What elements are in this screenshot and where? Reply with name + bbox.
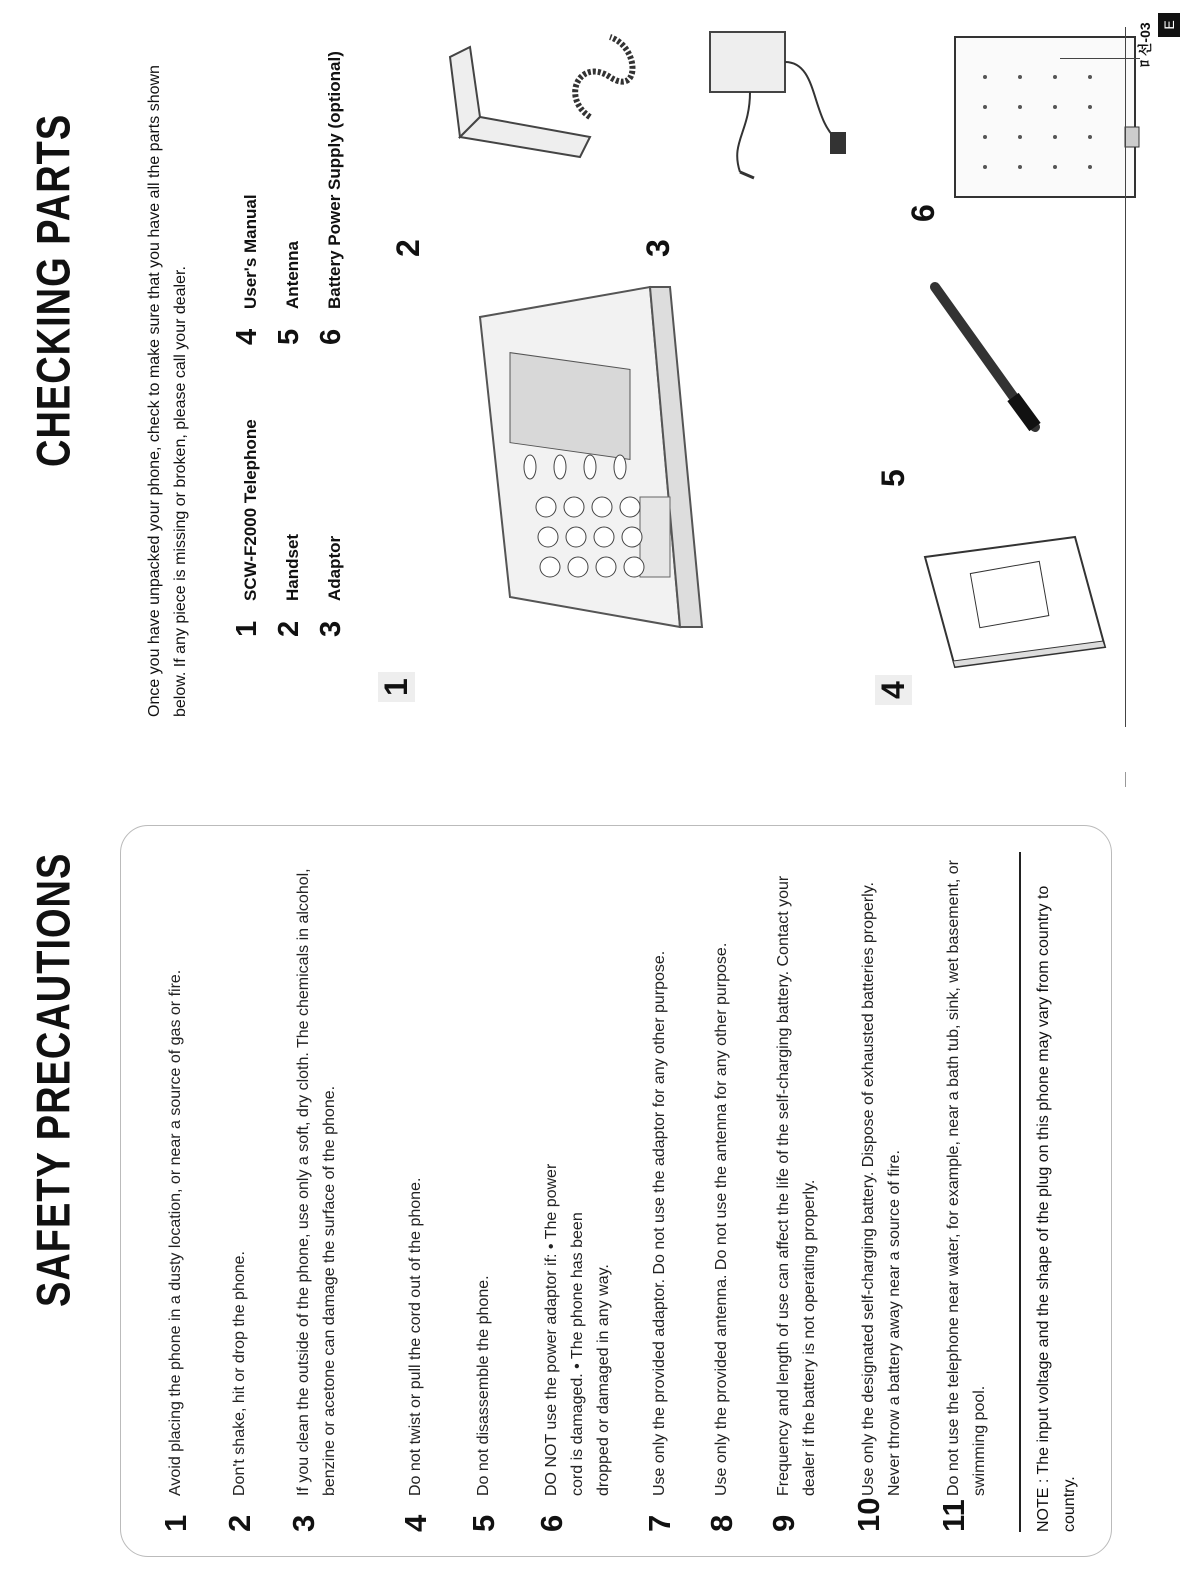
safety-item-7 [642,816,677,1532]
parts-list-item [228,51,270,345]
part-label: Battery Power Supply (optional) [325,51,344,309]
part-label: SCW-F2000 Telephone [241,419,260,601]
safety-item-number: 5 [466,1514,501,1532]
part-number: 1 [231,620,263,637]
parts-list-item [270,419,312,637]
fig-number-5: 5 [875,469,911,487]
safety-item-1 [158,836,193,1532]
manual-illustration [915,527,1115,677]
safety-item-number: 8 [704,1514,739,1532]
safety-item-text: If you clean the outside of the phone, use only a soft, dry cloth. The chemicals in alcohol, benzine or acetone can damage the surface of the phone. [295,868,338,1496]
part-label: User's Manual [241,194,260,309]
parts-list-item [228,419,270,637]
fig-number-6: 6 [905,204,941,222]
parts-list-item [312,51,354,345]
safety-item-number: 9 [766,1514,801,1532]
adaptor-illustration [670,12,860,182]
note-text: NOTE : The input voltage and the shape of the plug on this phone may vary from country to country. [1035,885,1078,1532]
note-divider [1019,852,1021,1532]
fig-number-2: 2 [390,239,426,257]
parts-list-2 [228,51,354,345]
handset-illustration [440,7,660,177]
parts-list-item [312,419,354,637]
part-number: 6 [315,328,347,345]
safety-item-number: 11 [936,1499,971,1532]
parts-list-item [270,51,312,345]
safety-item-number: 7 [642,1514,677,1532]
part-number: 2 [273,620,305,637]
safety-item-6 [534,1156,617,1532]
safety-item-text: Don't shake, hit or drop the phone. [231,1251,248,1496]
safety-item-5 [466,836,501,1532]
parts-list-1 [228,419,354,637]
safety-item-text: Avoid placing the phone in a dusty location, or near a source of gas or fire. [167,969,184,1496]
safety-item-text: DO NOT use the power adaptor if: • The power cord is damaged. • The phone has been dropped or damaged in any way. [543,1163,612,1496]
page-fold-mark [1125,772,1126,787]
safety-item-text: Frequency and length of use can affect the life of the self-charging battery. Contact your dealer if the battery is not operating properly. [775,875,818,1496]
safety-item-text: Do not use the telephone near water, for example, near a bath tub, sink, wet basement, or swimming pool. [945,860,988,1496]
parts-intro: Once you have unpacked your phone, check to make sure that you have all the parts shown below. If any piece is missing or broken, please call your dealer. [146,65,189,717]
safety-box [120,825,1112,1557]
part-label: Antenna [283,241,302,309]
fig-number-3: 3 [640,239,676,257]
safety-item-number: 10 [851,1497,886,1532]
right-page-edge [1125,27,1126,727]
part-label: Adaptor [325,535,344,601]
fig-number-4: 4 [875,675,912,705]
safety-item-text: Do not disassemble the phone. [475,1275,492,1496]
telephone-illustration [470,267,730,647]
safety-title: SAFETY PRECAUTIONS [28,852,81,1307]
page-mark: E [1158,13,1180,37]
page-code: ﾛ 선-03 [1137,22,1153,67]
safety-item-4 [398,836,433,1532]
safety-item-3 [286,856,343,1532]
part-number: 5 [273,328,305,345]
part-number: 4 [231,328,263,345]
safety-item-text: Use only the designated self-charging battery. Dispose of exhausted batteries properly. Never throw a battery away near a source of fire. [860,882,903,1496]
parts-title: CHECKING PARTS [28,113,81,467]
battery-pack-illustration [945,27,1145,227]
safety-item-2 [222,836,257,1532]
safety-item-8 [704,816,739,1532]
safety-item-9 [766,846,823,1532]
safety-item-10 [851,856,908,1532]
part-label: Handset [283,533,302,601]
part-number: 3 [315,620,347,637]
safety-item-11 [936,846,993,1532]
safety-item-number: 4 [398,1514,433,1532]
safety-item-text: Do not twist or pull the cord out of the phone. [407,1177,424,1496]
right-page-corner [1060,58,1140,59]
safety-item-number: 2 [222,1514,257,1532]
safety-item-text: Use only the provided adaptor. Do not use the adaptor for any other purpose. [651,950,668,1496]
safety-item-number: 6 [534,1514,569,1532]
antenna-illustration [905,247,1055,447]
fig-number-1: 1 [378,672,415,702]
safety-item-text: Use only the provided antenna. Do not use the antenna for any other purpose. [713,942,730,1496]
safety-item-number: 3 [286,1514,321,1532]
safety-item-number: 1 [158,1514,193,1532]
